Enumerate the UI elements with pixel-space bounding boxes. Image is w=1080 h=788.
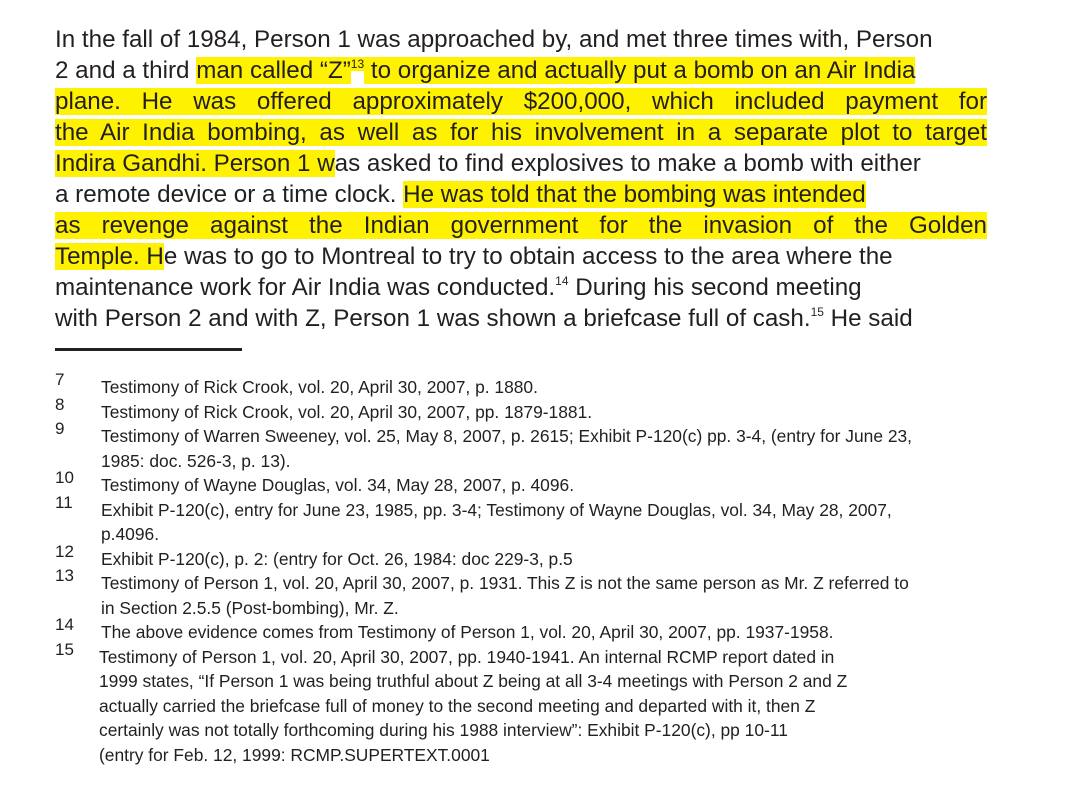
footnote-text: in Section 2.5.5 (Post-bombing), Mr. Z. [101,597,399,618]
footnote-reference: 14 [555,274,569,288]
footnote [0,615,1080,645]
footnote-text: Testimony of Rick Crook, vol. 20, April 30, 2007, pp. 1879-1881. [101,401,593,422]
footnote [0,541,1080,572]
body-line [55,117,987,148]
footnote-text: Testimony of Rick Crook, vol. 20, April 30, 2007, p. 1880. [101,377,538,397]
highlighted-text: as revenge against the Indian government for the invasion of the Golden [55,212,987,239]
footnote-text: (entry for Feb. 12, 1999: RCMP.SUPERTEXT.0001 [99,744,490,765]
highlighted-text: the Air India bombing, as well as for his involvement in a separate plot to target [55,119,987,146]
footnote-reference: 15 [810,305,824,319]
body-line [55,272,987,303]
text-segment: maintenance work for Air India was conducted. [55,274,556,301]
highlighted-text: man called “Z” [196,57,351,84]
footnote-number: 15 [55,639,74,659]
body-line [55,148,987,179]
highlighted-text: He was told that the bombing was intended [403,181,866,208]
footnote-text: Testimony of Warren Sweeney, vol. 25, May 8, 2007, p. 2615; Exhibit P-120(c) pp. 3-4, (entry for June 23, [101,426,912,446]
body-line [55,86,987,117]
footnote-reference: 13 [350,57,365,71]
footnote-text: 1985: doc. 526-3, p. 13). [101,450,291,471]
footnote-text: Exhibit P-120(c), p. 2: (entry for Oct. 26, 1984: doc 229-3, p.5 [101,548,573,569]
footnote-separator-rule [55,348,242,351]
footnote-number: 14 [55,615,74,634]
highlighted-text: plane. He was offered approximately $200,000, which included payment for [55,88,987,115]
footnote-text: Testimony of Wayne Douglas, vol. 34, May 28, 2007, p. 4096. [101,475,575,495]
text-segment: as asked to find explosives to make a bomb with either [334,150,921,177]
footnote-number: 9 [55,419,65,438]
body-paragraph [55,24,987,334]
text-segment: e was to go to Montreal to try to obtain access to the area where the [163,243,893,270]
footnote [0,492,1080,547]
footnote-number: 10 [55,468,74,487]
footnote-text: Exhibit P-120(c), entry for June 23, 1985, pp. 3-4; Testimony of Wayne Douglas, vol. 34, May 28, 2007, [101,499,892,520]
body-line [55,55,987,86]
footnotes-section [0,370,1080,767]
footnote-number: 13 [55,566,74,585]
footnote [0,639,1080,768]
text-segment: In the fall of 1984, Person 1 was approached by, and met three times with, Person [55,26,933,53]
body-line [55,241,987,272]
text-segment: 2 and a third [55,57,197,84]
text-segment: During his second meeting [568,274,862,301]
footnote-number: 7 [55,370,65,389]
footnote [0,419,1080,473]
text-segment: a remote device or a time clock. [55,181,404,208]
footnote-number: 11 [55,492,73,512]
footnote-text: certainly was not totally forthcoming during his 1988 interview”: Exhibit P-120(c), pp 10-11 [99,720,788,740]
footnote-text: actually carried the briefcase full of money to the second meeting and departed with it, then Z [99,695,816,716]
text-segment: He said [823,305,913,332]
footnote [0,468,1080,498]
highlighted-text: Temple. H [55,243,164,270]
body-line [55,24,987,55]
body-line [55,303,987,334]
body-line [55,210,987,241]
footnote-text: p.4096. [101,524,160,544]
footnote-text: 1999 states, “If Person 1 was being truthful about Z being at all 3-4 meetings with Person 2 and Z [99,671,848,691]
body-line [55,179,987,210]
footnote-number: 8 [55,394,65,414]
highlighted-text: Indira Gandhi. Person 1 w [55,150,335,177]
footnote [0,394,1080,425]
footnote [0,370,1080,400]
footnote-text: Testimony of Person 1, vol. 20, April 30, 2007, pp. 1940-1941. An internal RCMP report dated in [99,646,835,667]
text-segment: with Person 2 and with Z, Person 1 was shown a briefcase full of cash. [55,305,811,332]
highlighted-text: to organize and actually put a bomb on an Air India [364,57,916,84]
footnote-text: Testimony of Person 1, vol. 20, April 30, 2007, p. 1931. This Z is not the same person as Mr. Z referred to [101,573,909,593]
footnote-text: The above evidence comes from Testimony of Person 1, vol. 20, April 30, 2007, pp. 1937-1958. [101,622,834,642]
footnote [0,566,1080,620]
footnote-number: 12 [55,541,74,561]
